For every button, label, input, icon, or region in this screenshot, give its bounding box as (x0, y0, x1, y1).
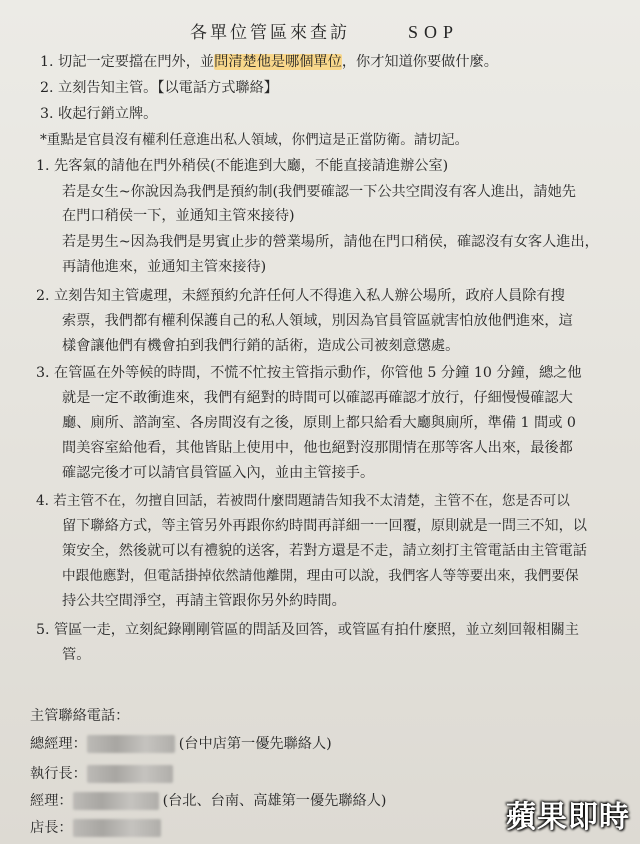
step-line: 1. 先客氣的請他在門外稍侯(不能進到大廳，不能直接請進辦公室) (36, 158, 449, 174)
step-line: 索票，我們都有權利保護自己的私人領域，別因為官員管區就害怕放他們進來，這 (62, 313, 573, 329)
intro-1-pre: 1. 切記一定要擋在門外，並 (40, 54, 215, 70)
document-title (190, 18, 459, 43)
highlighted-text: 問清楚他是哪個單位 (214, 54, 342, 70)
step-line: 廳、廁所、諮詢室、各房間沒有之後，原則上都只給看大廳與廁所，準備 1 間或 0 (62, 415, 576, 431)
contact-label: 總經理： (30, 736, 87, 752)
step-line: 若是男生~因為我們是男賓止步的營業場所，請他在門口稍侯，確認沒有女客人進出， (62, 234, 599, 250)
step-line: 5. 管區一走，立刻紀錄剛剛管區的問話及回答，或管區有拍什麼照，並立刻回報相關主 (36, 622, 579, 638)
redacted-phone (87, 765, 173, 783)
intro-line-2: 2. 立刻告知主管。【以電話方式聯絡】 (40, 80, 278, 96)
step-line: 2. 立刻告知主管處理，未經預約允許任何人不得進入私人辦公場所，政府人員除有搜 (36, 288, 565, 304)
step-line: 再請他進來，並通知主管來接待) (62, 259, 267, 275)
step-line: 確認完後才可以請官員管區入內，並由主管接手。 (62, 465, 375, 481)
intro-line-3: 3. 收起行銷立牌。 (40, 106, 158, 122)
contact-manager (30, 791, 386, 811)
redacted-phone (73, 792, 159, 810)
intro-line-1 (40, 52, 498, 72)
step-line: 管。 (62, 647, 91, 663)
step-line: 就是一定不敢衝進來，我們有絕對的時間可以確認再確認才放行，仔細慢慢確認大 (62, 390, 573, 406)
important-note: *重點是官員沒有權利任意進出私人領域，你們這是正當防衛。請切記。 (40, 132, 469, 148)
step-line: 若是女生~你說因為我們是預約制(我們要確認一下公共空間沒有客人進出，請她先 (62, 184, 576, 200)
apple-daily-watermark-logo: 蘋果即時 (506, 800, 630, 835)
redacted-phone (73, 819, 161, 837)
step-line: 在門口稍侯一下，並通知主管來接待) (62, 208, 295, 224)
contacts-heading: 主管聯絡電話： (30, 708, 130, 724)
contact-note: (台中店第一優先聯絡人) (178, 736, 332, 752)
step-line: 策安全，然後就可以有禮貌的送客，若對方還是不走，請立刻打主管電話由主管電話 (62, 543, 587, 559)
contact-general-manager (30, 734, 332, 754)
step-line: 間美容室給他看，其他皆貼上使用中，他也絕對沒那閒情在那等客人出來，最後都 (62, 440, 573, 456)
contact-executive (30, 764, 173, 784)
title-suffix: SOP (408, 22, 460, 42)
intro-1-post: ，你才知道你要做什麼。 (341, 54, 498, 70)
step-line: 3. 在管區在外等候的時間，不慌不忙按主管指示動作，你管他 5 分鐘 10 分鐘，總之他 (36, 365, 582, 381)
redacted-phone (87, 735, 175, 753)
contact-note: (台北、台南、高雄第一優先聯絡人) (162, 793, 387, 809)
step-line: 樣會讓他們有機會拍到我們行銷的話術，造成公司被刻意懲處。 (62, 338, 460, 354)
step-line: 留下聯絡方式，等主管另外再跟你約時間再詳細一一回覆，原則就是一問三不知，以 (62, 518, 587, 534)
contact-label: 執行長： (30, 766, 87, 782)
contact-label: 經理： (30, 793, 73, 809)
step-line: 4. 若主管不在，勿擅自回話，若被問什麼問題請告知我不太清楚，主管不在，您是否可以 (36, 493, 570, 509)
contact-label: 店長： (30, 820, 73, 836)
step-line: 中跟他應對，但電話掛掉依然請他離開，理由可以說，我們客人等等要出來，我們要保 (62, 568, 579, 584)
contact-store-manager (30, 818, 161, 838)
title-text: 各單位管區來查訪 (190, 23, 350, 43)
step-line: 持公共空間淨空，再請主管跟你另外約時間。 (62, 593, 346, 609)
